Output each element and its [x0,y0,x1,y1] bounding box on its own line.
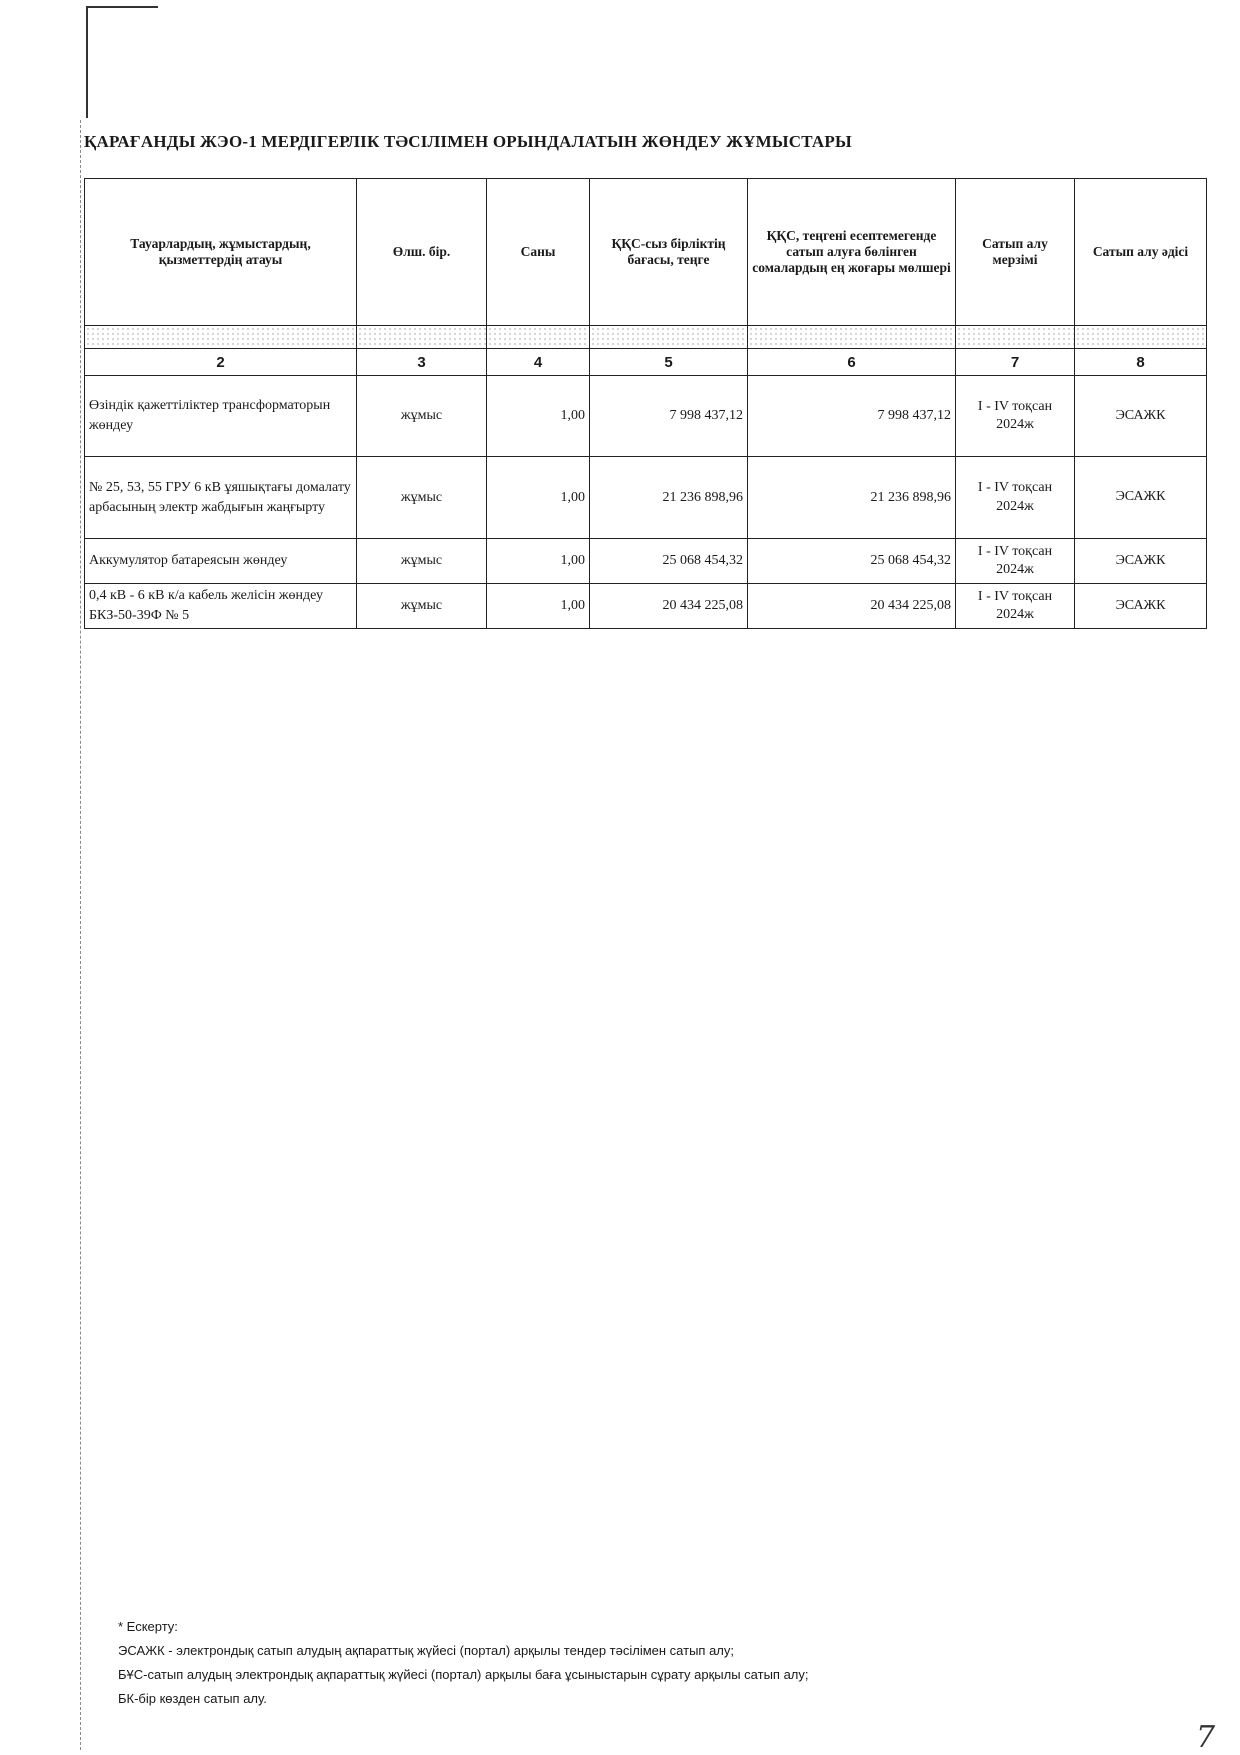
cell-item-name: 0,4 кВ - 6 кВ к/а кабель желісін жөндеу БКЗ-50-39Ф № 5 [85,584,357,629]
cell-purchase-method: ЭСАЖК [1075,584,1207,629]
header-purchase-method: Сатып алу әдісі [1075,179,1207,326]
cell-purchase-period: I - IV тоқсан 2024ж [956,539,1075,584]
footnote [118,1615,809,1711]
table-row [85,376,1207,457]
header-unit-price: ҚҚС-сыз бірліктің бағасы, теңге [590,179,748,326]
spacer-cell [956,326,1075,349]
footnote-line: БҰС-сатып алудың электрондық ақпараттық жүйесі (портал) арқылы баға ұсыныстарын сұрату арқылы сатып алу; [118,1667,809,1682]
spacer-cell [487,326,590,349]
cell-purchase-period: I - IV тоқсан 2024ж [956,376,1075,457]
column-number: 4 [487,349,590,376]
header-unit: Өлш. бір. [357,179,487,326]
cell-quantity: 1,00 [487,539,590,584]
cell-purchase-method: ЭСАЖК [1075,376,1207,457]
footnote-line: ЭСАЖК - электрондық сатып алудың ақпараттық жүйесі (портал) арқылы тендер тәсілімен сатып алу; [118,1643,735,1658]
spacer-cell [748,326,956,349]
cell-max-amount: 20 434 225,08 [748,584,956,629]
cell-unit-price: 21 236 898,96 [590,457,748,539]
cell-purchase-method: ЭСАЖК [1075,539,1207,584]
cell-quantity: 1,00 [487,457,590,539]
scan-left-edge [80,120,81,1750]
column-number: 5 [590,349,748,376]
cell-unit: жұмыс [357,457,487,539]
cell-unit: жұмыс [357,584,487,629]
corner-bracket-mark [86,6,158,118]
table-row [85,539,1207,584]
cell-item-name: № 25, 53, 55 ГРУ 6 кВ ұяшықтағы домалату арбасының электр жабдығын жаңғырту [85,457,357,539]
footnote-heading: * Ескерту: [118,1619,178,1634]
cell-item-name: Өзіндік қажеттіліктер трансформаторын жөндеу [85,376,357,457]
cell-unit: жұмыс [357,539,487,584]
header-quantity: Саны [487,179,590,326]
cell-max-amount: 25 068 454,32 [748,539,956,584]
handwritten-page-number: 7 [1196,1720,1216,1755]
cell-item-name: Аккумулятор батареясын жөндеу [85,539,357,584]
table-header-row [85,179,1207,326]
table-row [85,584,1207,629]
table-row [85,457,1207,539]
header-item-name: Тауарлардың, жұмыстардың, қызметтердің атауы [85,179,357,326]
column-number: 7 [956,349,1075,376]
cell-quantity: 1,00 [487,376,590,457]
cell-purchase-period: I - IV тоқсан 2024ж [956,457,1075,539]
cell-quantity: 1,00 [487,584,590,629]
column-number: 2 [85,349,357,376]
cell-unit: жұмыс [357,376,487,457]
cell-purchase-period: I - IV тоқсан 2024ж [956,584,1075,629]
column-number: 3 [357,349,487,376]
spacer-cell [85,326,357,349]
cell-unit-price: 20 434 225,08 [590,584,748,629]
cell-purchase-method: ЭСАЖК [1075,457,1207,539]
header-purchase-period: Сатып алу мерзімі [956,179,1075,326]
spacer-cell [1075,326,1207,349]
column-number: 8 [1075,349,1207,376]
column-number: 6 [748,349,956,376]
header-max-amount: ҚҚС, теңгені есептемегенде сатып алуға бөлінген сомалардың ең жоғары мөлшері [748,179,956,326]
document-title: ҚАРАҒАНДЫ ЖЭО-1 МЕРДІГЕРЛІК ТӘСІЛІМЕН ОРЫНДАЛАТЫН ЖӨНДЕУ ЖҰМЫСТАРЫ [84,132,852,151]
cell-max-amount: 7 998 437,12 [748,376,956,457]
cell-unit-price: 7 998 437,12 [590,376,748,457]
repair-works-table [84,178,1207,629]
spacer-cell [590,326,748,349]
spacer-cell [357,326,487,349]
cell-unit-price: 25 068 454,32 [590,539,748,584]
column-number-row [85,349,1207,376]
footnote-line: БК-бір көзден сатып алу. [118,1691,267,1706]
cell-max-amount: 21 236 898,96 [748,457,956,539]
table-spacer-row [85,326,1207,349]
